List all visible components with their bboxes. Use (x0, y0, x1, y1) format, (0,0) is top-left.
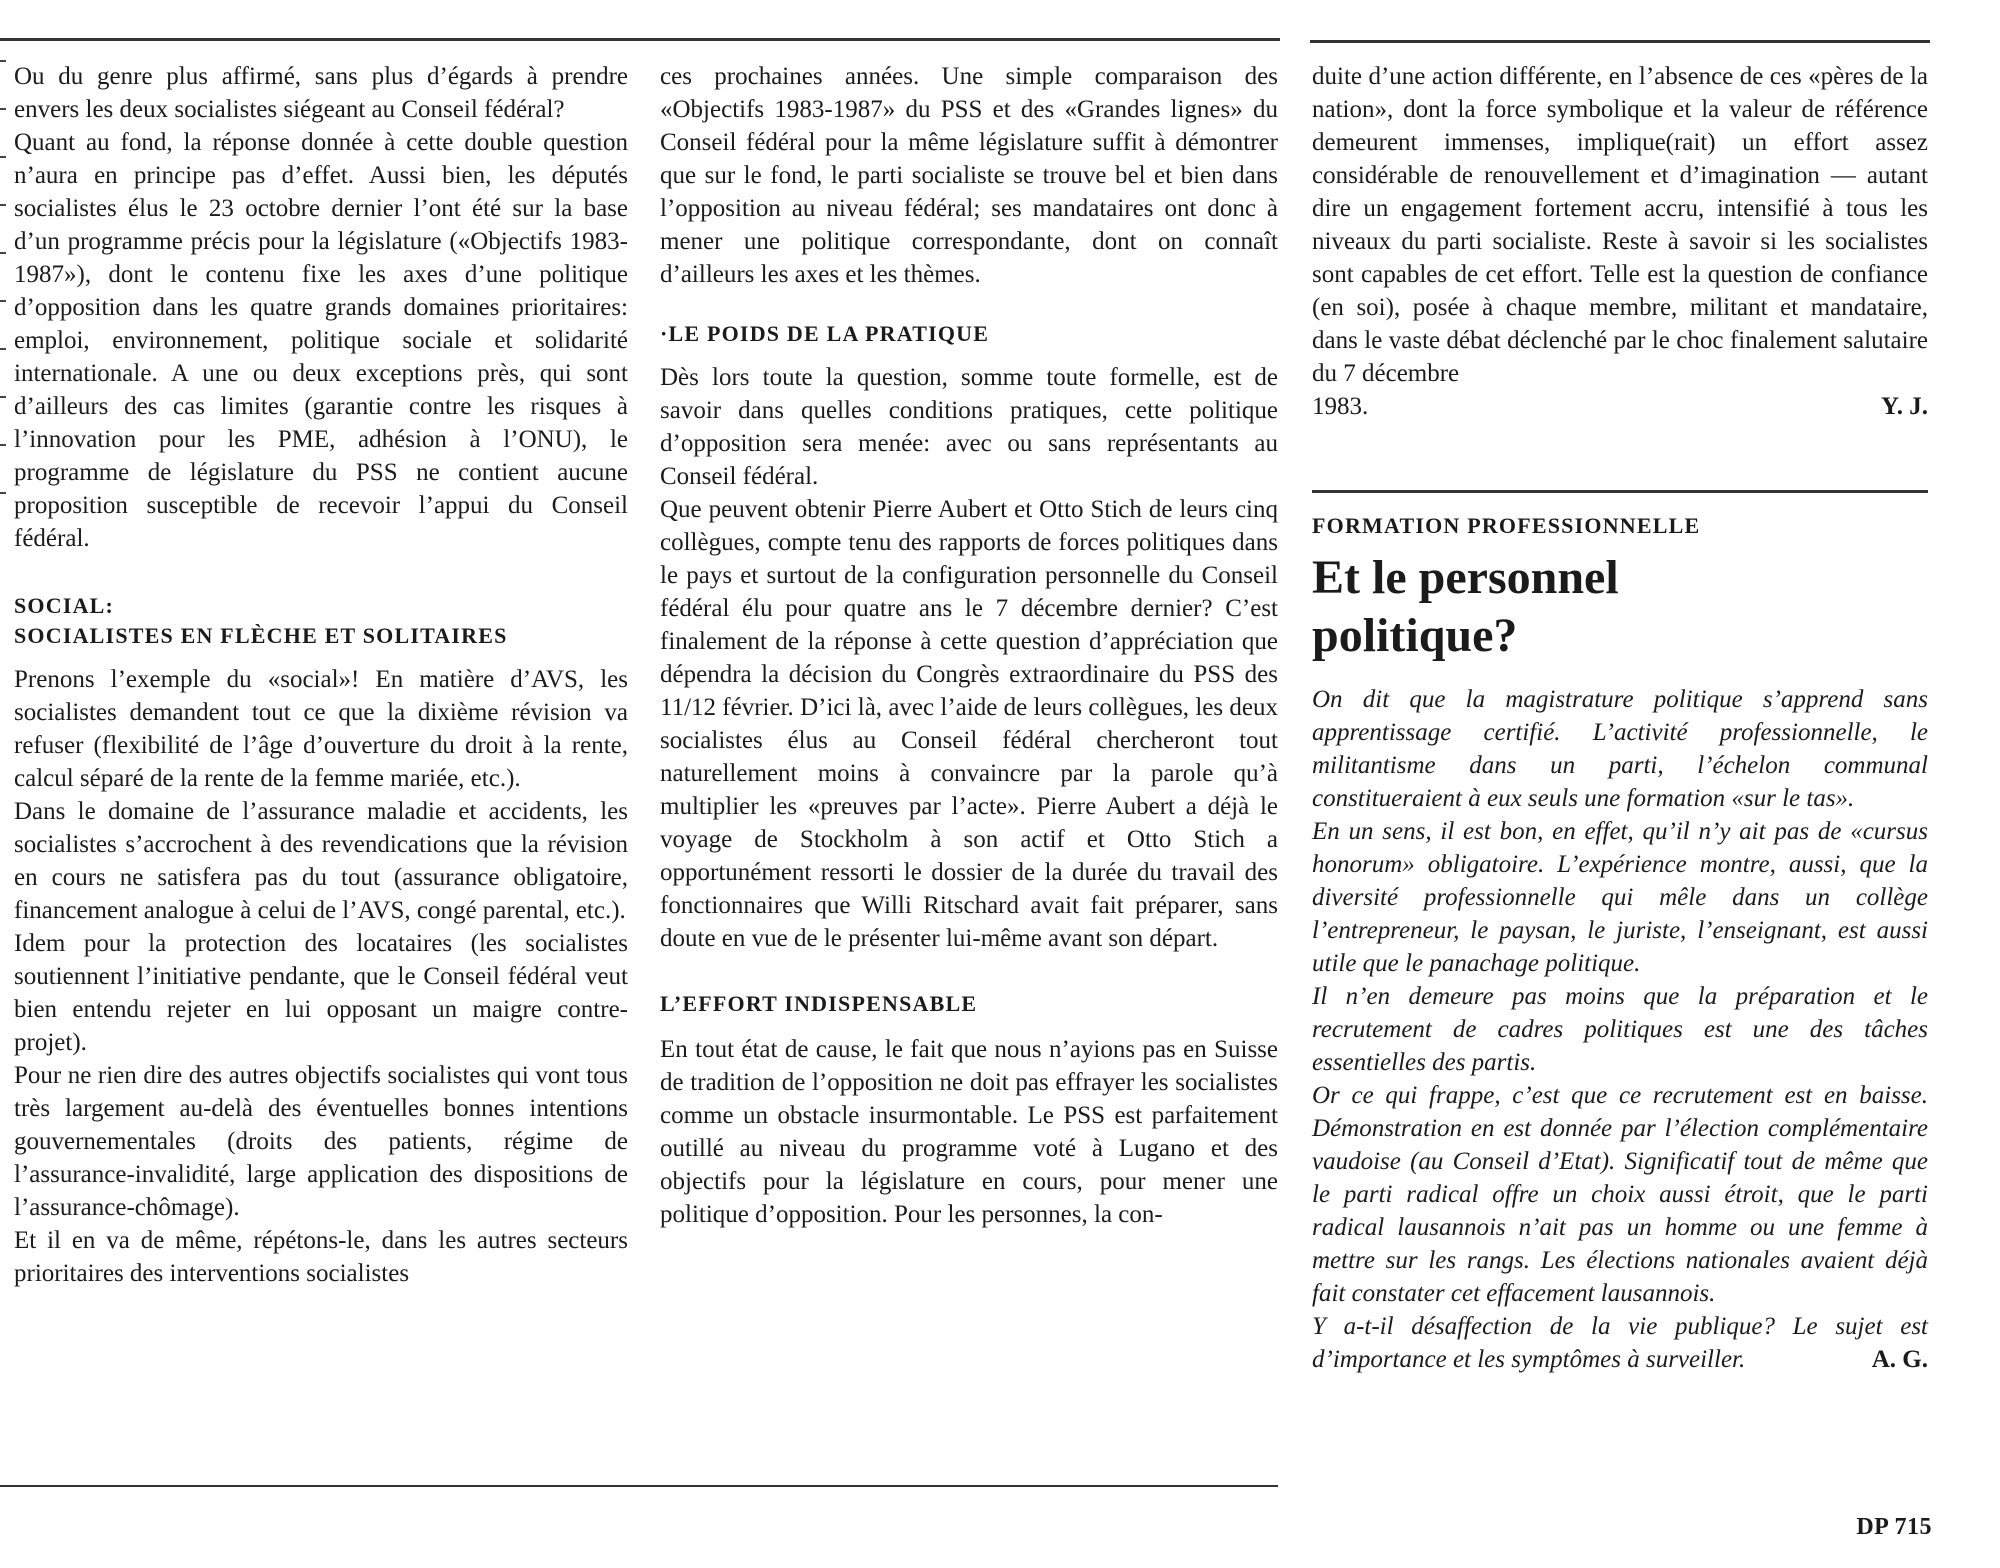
col1-paragraph-4: Dans le domaine de l’assurance maladie et accidents, les socialistes s’accrochent à des revendications que la révision en cours ne satisfera pas du tout (assurance obligatoire, financement analogue à celui de l’AVS, congé parental, etc.). (14, 798, 628, 924)
col2-subhead-1: ·LE POIDS DE LA PRATIQUE (660, 321, 990, 346)
col1-subhead (14, 591, 628, 651)
col3-signature-line (1312, 390, 1928, 423)
col3-signature: Y. J. (1880, 393, 1928, 420)
italic-paragraph-1: On dit que la magistrature politique s’apprend sans apprentissage certifié. L’activité professionnelle, le militantisme dans un parti, l’échelon communal constitueraient à eux seuls une formation «sur le tas». (1312, 686, 1928, 812)
col1-paragraph-2: Quant au fond, la réponse donnée à cette double question n’aura en principe pas d’effet. Aussi bien, les députés socialistes élus le 23 octobre dernier l’ont été sur la base d’un programme précis pour la législature («Objectifs 1983-1987»), dont le contenu fixe les axes d’une politique d’opposition dans les quatre grands domaines prioritaires: emploi, environnement, politique sociale et solidarité internationale. A une ou deux exceptions près, qui sont d’ailleurs des cas limites (garantie contre les risques à l’innovation pour les PME, adhésion à l’ONU), le programme de législature du PSS ne contient aucune proposition susceptible de recevoir l’appui du Conseil fédéral. (14, 129, 628, 552)
top-rule-right (1310, 40, 1930, 43)
col1-paragraph-5: Idem pour la protection des locataires (les socialistes soutiennent l’initiative pendante, que le Conseil fédéral veut bien entendu rejeter en lui opposant un maigre contre-projet). (14, 930, 628, 1056)
col2-paragraph-2: Dès lors toute la question, somme toute formelle, est de savoir dans quelles conditions pratiques, cette politique d’opposition sera menée: avec ou sans représentants au Conseil fédéral. (660, 364, 1278, 490)
italic-paragraph-2: En un sens, il est bon, en effet, qu’il n’y ait pas de «cursus honorum» obligatoire. L’expérience montre, aussi, que la diversité professionnelle qui mêle dans un collège l’entrepreneur, le paysan, le juriste, l’enseignant, est aussi utile que le panachage politique. (1312, 818, 1928, 977)
col1-subhead-line1: SOCIAL: (14, 593, 115, 618)
headline-line2: politique? (1312, 609, 1518, 662)
section-kicker: FORMATION PROFESSIONNELLE (1312, 513, 1701, 538)
col2-paragraph-4: En tout état de cause, le fait que nous n’ayions pas en Suisse de tradition de l’opposition ne doit pas effrayer les socialistes comme un obstacle insurmontable. Le PSS est parfaitement outillé au niveau du programme voté à Lugano et des objectifs pour la législature en cours, pour mener une politique d’opposition. Pour les personnes, la con- (660, 1036, 1278, 1228)
italic-last-text: Y a-t-il désaffection de la vie publique? Le sujet est d’importance et les symptômes à surveiller. (1312, 1313, 1928, 1373)
page-number: DP 715 (1856, 1514, 1932, 1540)
headline-line1: Et le personnel (1312, 551, 1619, 604)
italic-paragraph-3: Il n’en demeure pas moins que la préparation et le recrutement de cadres politiques est une des tâches essentielles des partis. (1312, 983, 1928, 1076)
italic-article-body (1312, 683, 1928, 1376)
bottom-rule (0, 1485, 1278, 1487)
col1-paragraph-6: Pour ne rien dire des autres objectifs socialistes qui vont tous très largement au-delà des éventuelles bonnes intentions gouvernementales (droits des patients, régime de l’assurance-invalidité, large application des dispositions de l’assurance-chômage). (14, 1062, 628, 1221)
italic-signature: A. G. (1871, 1346, 1928, 1373)
italic-paragraph-4: Or ce qui frappe, c’est que ce recrutement est en baisse. Démonstration en est donnée par l’élection complémentaire vaudoise (au Conseil d’Etat). Significatif tout de même que le parti radical offre un choix aussi étroit, que le parti radical lausannois n’ait pas un homme ou une femme à mettre sur les rangs. Les élections nationales avaient déjà fait constater cet effacement lausannois. (1312, 1082, 1928, 1307)
col1-paragraph-3: Prenons l’exemple du «social»! En matière d’AVS, les socialistes demandent tout ce que la dixième révision va refuser (flexibilité de l’âge d’ouverture du droit à la rente, calcul séparé de la rente de la femme mariée, etc.). (14, 666, 628, 792)
column-3 (1312, 60, 1928, 1376)
article-headline (1312, 549, 1928, 665)
column-2 (660, 60, 1278, 1231)
col2-paragraph-1: ces prochaines années. Une simple comparaison des «Objectifs 1983-1987» du PSS et des «Grandes lignes» du Conseil fédéral pour la même législature suffit à démontrer que sur le fond, le parti socialiste se trouve bel et bien dans l’opposition au niveau fédéral; ses mandataires ont donc à mener une politique correspondante, dont on connaît d’ailleurs les axes et les thèmes. (660, 63, 1278, 288)
col3-paragraph-1: duite d’une action différente, en l’absence de ces «pères de la nation», dont la force symbolique et la valeur de référence demeurent immenses, implique(rait) un effort assez considérable de renouvellement et d’imagination — autant dire un engagement fortement accru, intensifié à tous les niveaux du parti socialiste. Reste à savoir si les socialistes sont capables de cet effort. Telle est la question de confiance (en soi), posée à chaque membre, militant et mandataire, dans le vaste débat déclenché par le choc finalement salutaire du 7 décembre (1312, 63, 1928, 387)
left-edge-marks (0, 60, 8, 540)
col1-paragraph-7: Et il en va de même, répétons-le, dans les autres secteurs prioritaires des interventions socialistes (14, 1227, 628, 1287)
col1-subhead-line2: SOCIALISTES EN FLÈCHE ET SOLITAIRES (14, 623, 508, 648)
col2-paragraph-3: Que peuvent obtenir Pierre Aubert et Otto Stich de leurs cinq collègues, compte tenu des rapports de forces politiques dans le pays et surtout de la configuration personnelle du Conseil fédéral élu pour quatre ans le 7 décembre dernier? C’est finalement de la réponse à cette question d’appréciation que dépendra la décision du Congrès extraordinaire du PSS des 11/12 février. D’ici là, avec l’aide de leurs collègues, les deux socialistes élus au Conseil fédéral chercheront tout naturellement moins à convaincre par la parole qu’à multiplier les «preuves par l’acte». Pierre Aubert a déjà le voyage de Stockholm à son actif et Otto Stich a opportunément ressorti le dossier de la durée du travail des fonctionnaires que Willi Ritschard avait fait préparer, sans doute en vue de le présenter lui-même avant son départ. (660, 496, 1278, 952)
top-rule-left (0, 38, 1280, 41)
col2-subhead-2: L’EFFORT INDISPENSABLE (660, 991, 978, 1016)
col1-paragraph-1: Ou du genre plus affirmé, sans plus d’égards à prendre envers les deux socialistes siégeant au Conseil fédéral? (14, 63, 628, 123)
col3-last-line: 1983. (1312, 393, 1369, 420)
column-1 (14, 60, 628, 1290)
italic-paragraph-5 (1312, 1310, 1928, 1376)
